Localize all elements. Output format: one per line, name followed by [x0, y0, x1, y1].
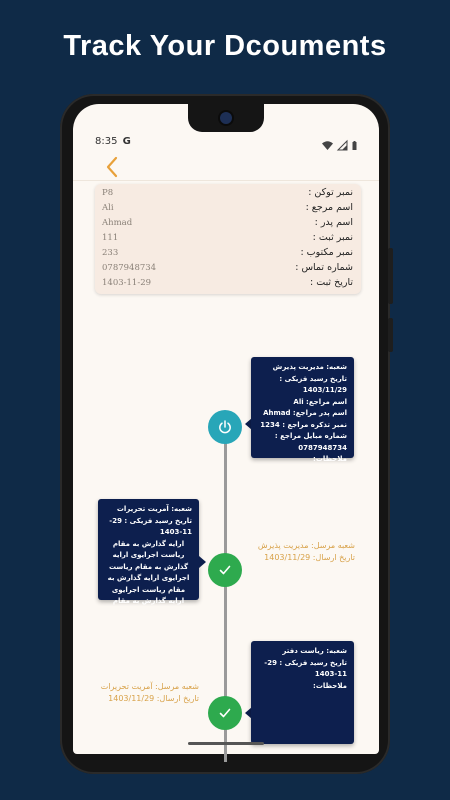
timeline-card[interactable]	[98, 499, 199, 605]
info-label: نمبر توکن :	[308, 187, 353, 198]
card-line: اجرایوی ارایه گذارش به	[107, 574, 190, 582]
info-label: نمبر مکتوب :	[300, 247, 353, 258]
info-value: Ahmad	[102, 218, 133, 228]
info-label: تاریخ ثبت :	[310, 277, 353, 288]
battery-icon	[352, 141, 357, 150]
info-row-registration-no	[95, 232, 361, 248]
card-line: ارایه گذارش به مقام	[112, 597, 185, 605]
card-line: شعبه: ریاست دفتر	[282, 647, 347, 655]
sender-info	[251, 540, 355, 564]
info-value: 1403-11-29	[102, 278, 152, 288]
card-line: تاریخ رسید فزیکی : 1403/11/29	[279, 374, 347, 394]
card-line: ملاحظات:	[313, 681, 347, 690]
info-row-letter-no	[95, 247, 361, 263]
sender-date: تاریخ ارسال: 1403/11/29	[264, 553, 355, 562]
card-line: شعبه: مدیریت پذیرش	[272, 363, 347, 371]
status-carrier: G	[122, 136, 131, 147]
info-row-date	[95, 277, 361, 293]
info-value: 111	[102, 233, 119, 243]
sender-dept: شعبه مرسل: آمریت تحریرات	[100, 682, 199, 691]
back-button[interactable]	[105, 156, 119, 183]
timeline-node-active[interactable]	[208, 410, 242, 444]
card-line: تاریخ رسید فزیکی : 29-11-1403	[109, 516, 192, 536]
info-value: Ali	[102, 203, 114, 213]
card-line: نمبر تذکره مراجع : 1234	[260, 420, 347, 429]
status-time	[95, 136, 131, 147]
phone-side-button	[388, 318, 393, 352]
card-line: ریاست اجرایوی ارایه	[112, 551, 185, 559]
info-row-phone	[95, 262, 361, 278]
info-label: شماره تماس :	[295, 262, 353, 273]
signal-icon	[338, 141, 347, 150]
sender-info	[95, 681, 199, 705]
phone-side-button	[388, 248, 393, 304]
chevron-left-icon	[105, 156, 119, 178]
card-line: تاریخ رسید فزیکی : 29-11-1403	[264, 658, 347, 678]
info-value: 0787948734	[102, 263, 157, 273]
timeline-node-done[interactable]	[208, 553, 242, 587]
front-camera	[220, 112, 232, 124]
app-screen	[73, 104, 379, 754]
sender-dept: شعبه مرسل: مدیریت پذیرش	[257, 541, 355, 550]
info-label: نمبر ثبت :	[312, 232, 353, 243]
timeline-card[interactable]	[251, 641, 354, 744]
home-indicator[interactable]	[188, 742, 264, 745]
info-row-father-name	[95, 217, 361, 233]
info-value: P8	[102, 188, 114, 198]
card-line: اسم پدر مراجع: Ahmad	[263, 409, 347, 417]
wifi-icon	[322, 141, 333, 150]
card-line: مقام ریاست اجرایوی	[111, 585, 186, 594]
status-icons	[322, 135, 357, 154]
card-line: گذارش به مقام ریاست	[108, 562, 189, 571]
check-icon	[218, 563, 232, 577]
card-line: ارایه گذارش به مقام	[112, 539, 185, 548]
timeline-card-tail	[199, 556, 206, 568]
sender-date: تاریخ ارسال: 1403/11/29	[108, 694, 199, 703]
notch	[188, 104, 264, 132]
card-line: شماره مبایل مراجع : 0787948734	[274, 432, 347, 452]
card-line: شعبه: آمریت تحریرات	[116, 505, 192, 513]
power-icon	[217, 419, 233, 435]
timeline-card[interactable]	[251, 357, 354, 463]
appbar-divider	[73, 180, 379, 181]
status-time-text: 8:35	[95, 136, 118, 147]
document-info-card	[95, 184, 361, 294]
timeline-node-done[interactable]	[208, 696, 242, 730]
card-line: اسم مراجع: Ali	[293, 397, 347, 406]
info-label: اسم مرجع :	[305, 202, 353, 213]
info-value: 233	[102, 248, 119, 258]
check-icon	[218, 706, 232, 720]
info-row-token	[95, 187, 361, 203]
card-line: ملاحظات:	[313, 455, 347, 463]
promo-title: Track Your Dcouments	[63, 30, 387, 62]
info-row-name	[95, 202, 361, 218]
info-label: اسم پدر :	[314, 217, 353, 228]
